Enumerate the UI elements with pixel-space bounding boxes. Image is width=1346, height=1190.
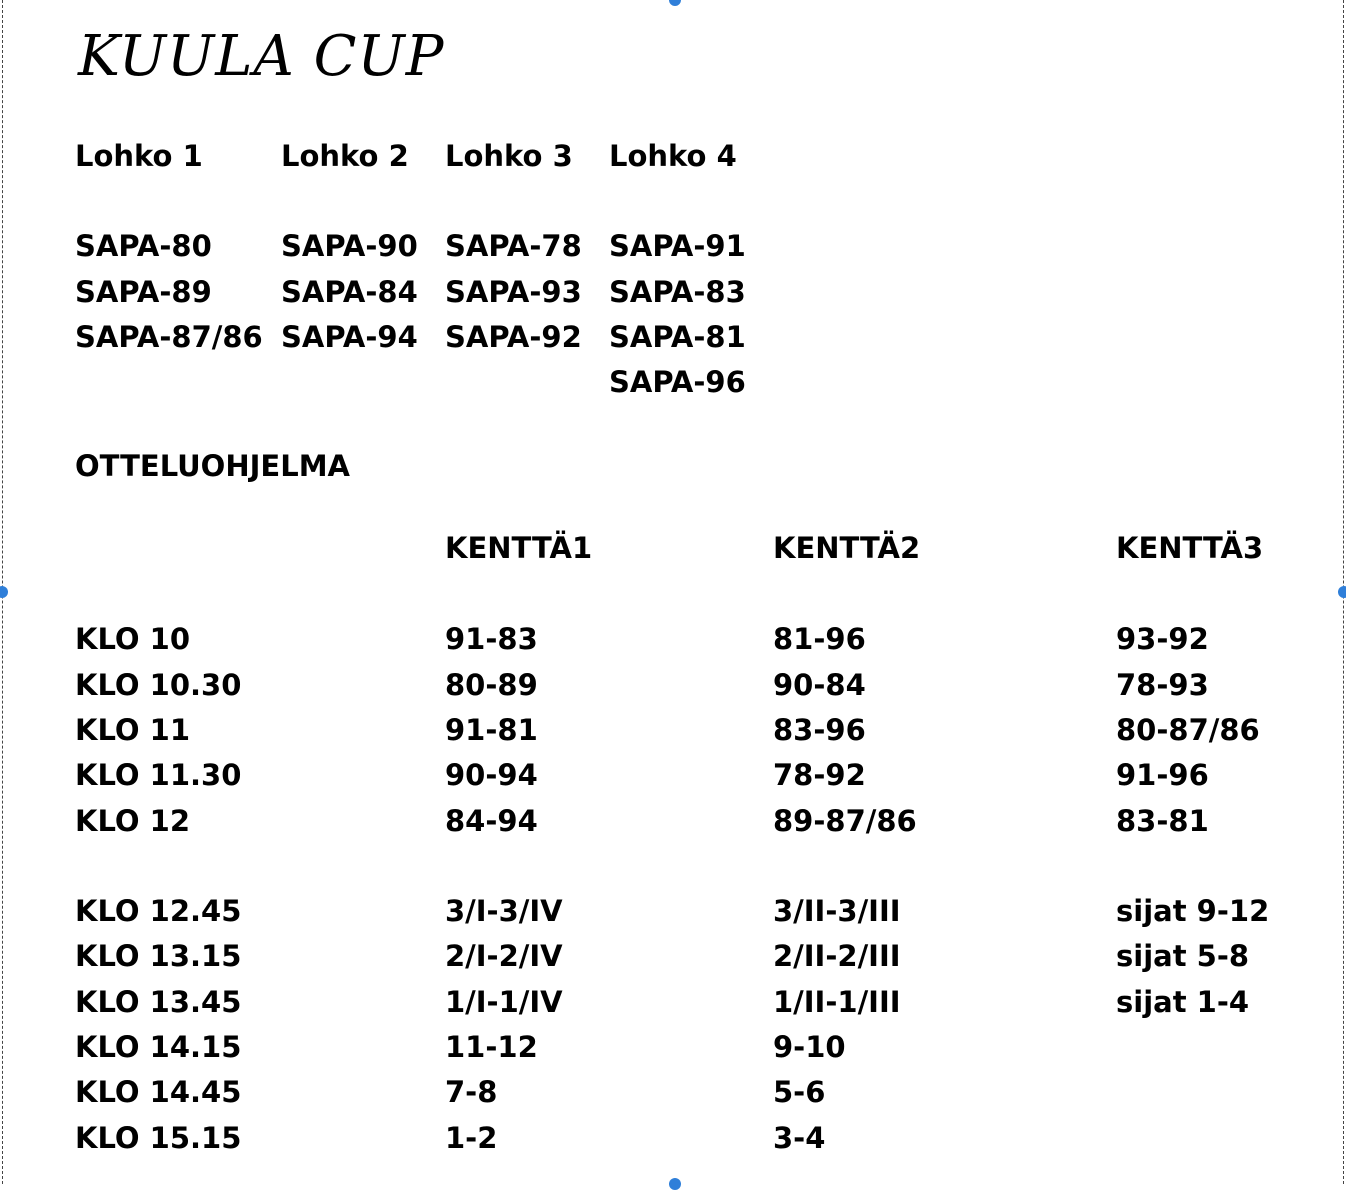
match-field-2: 1/II-1/III — [773, 985, 901, 1019]
match-field-3: 83-81 — [1116, 804, 1209, 838]
match-field-2: 78-92 — [773, 758, 866, 792]
match-field-2: 90-84 — [773, 668, 866, 702]
match-field-1: 11-12 — [445, 1030, 538, 1064]
match-field-3: sijat 1-4 — [1116, 985, 1250, 1019]
team-entry: SAPA-93 — [445, 275, 582, 309]
match-field-2: 3-4 — [773, 1121, 826, 1155]
match-field-1: 2/I-2/IV — [445, 939, 563, 973]
match-field-2: 89-87/86 — [773, 804, 917, 838]
team-entry: SAPA-92 — [445, 320, 582, 354]
match-field-1: 91-83 — [445, 622, 538, 656]
match-field-3: sijat 9-12 — [1116, 894, 1270, 928]
field-header-3: KENTTÄ3 — [1116, 531, 1264, 565]
match-field-1: 3/I-3/IV — [445, 894, 563, 928]
group-header-2: Lohko 2 — [281, 139, 409, 173]
team-entry: SAPA-81 — [609, 320, 746, 354]
resize-handle-bottom[interactable] — [669, 1178, 681, 1190]
team-entry: SAPA-96 — [609, 365, 746, 399]
match-field-3: 93-92 — [1116, 622, 1209, 656]
match-field-1: 91-81 — [445, 713, 538, 747]
field-header-1: KENTTÄ1 — [445, 531, 593, 565]
match-field-2: 83-96 — [773, 713, 866, 747]
match-field-2: 5-6 — [773, 1075, 826, 1109]
schedule-time: KLO 11 — [75, 713, 191, 747]
schedule-time: KLO 13.15 — [75, 939, 242, 973]
match-field-1: 7-8 — [445, 1075, 498, 1109]
group-header-4: Lohko 4 — [609, 139, 737, 173]
match-field-3: sijat 5-8 — [1116, 939, 1250, 973]
match-field-2: 3/II-3/III — [773, 894, 901, 928]
match-field-2: 81-96 — [773, 622, 866, 656]
team-entry: SAPA-78 — [445, 229, 582, 263]
team-entry: SAPA-80 — [75, 229, 212, 263]
match-field-1: 1-2 — [445, 1121, 498, 1155]
document-title: KUULA CUP — [78, 24, 445, 89]
match-field-1: 90-94 — [445, 758, 538, 792]
match-field-3: 78-93 — [1116, 668, 1209, 702]
match-field-2: 2/II-2/III — [773, 939, 901, 973]
field-header-2: KENTTÄ2 — [773, 531, 921, 565]
match-field-1: 84-94 — [445, 804, 538, 838]
group-header-1: Lohko 1 — [75, 139, 203, 173]
schedule-time: KLO 15.15 — [75, 1121, 242, 1155]
schedule-time: KLO 10 — [75, 622, 191, 656]
schedule-time: KLO 14.45 — [75, 1075, 242, 1109]
team-entry: SAPA-94 — [281, 320, 418, 354]
match-field-3: 80-87/86 — [1116, 713, 1260, 747]
schedule-time: KLO 12.45 — [75, 894, 242, 928]
schedule-heading: OTTELUOHJELMA — [75, 449, 350, 483]
resize-handle-left[interactable] — [0, 586, 8, 598]
schedule-time: KLO 12 — [75, 804, 191, 838]
team-entry: SAPA-84 — [281, 275, 418, 309]
team-entry: SAPA-89 — [75, 275, 212, 309]
match-field-2: 9-10 — [773, 1030, 846, 1064]
schedule-time: KLO 14.15 — [75, 1030, 242, 1064]
match-field-1: 1/I-1/IV — [445, 985, 563, 1019]
team-entry: SAPA-87/86 — [75, 320, 263, 354]
resize-handle-top[interactable] — [669, 0, 681, 6]
team-entry: SAPA-91 — [609, 229, 746, 263]
team-entry: SAPA-90 — [281, 229, 418, 263]
resize-handle-right[interactable] — [1338, 586, 1346, 598]
match-field-3: 91-96 — [1116, 758, 1209, 792]
match-field-1: 80-89 — [445, 668, 538, 702]
group-header-3: Lohko 3 — [445, 139, 573, 173]
team-entry: SAPA-83 — [609, 275, 746, 309]
schedule-time: KLO 11.30 — [75, 758, 242, 792]
schedule-time: KLO 13.45 — [75, 985, 242, 1019]
schedule-time: KLO 10.30 — [75, 668, 242, 702]
